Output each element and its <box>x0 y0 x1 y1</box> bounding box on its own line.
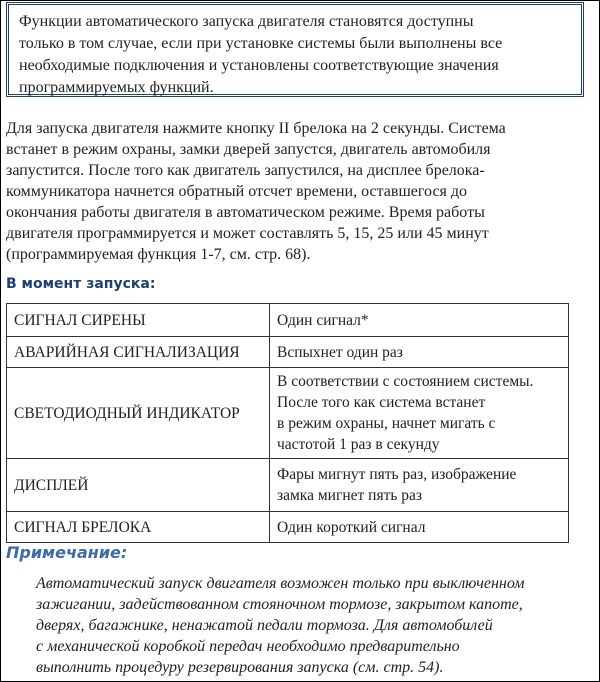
signal-description-cell <box>270 337 569 368</box>
signal-name-cell: ДИСПЛЕЙ <box>7 459 270 512</box>
description-line: замка мигнет пять раз <box>277 487 423 504</box>
signal-name-cell: СИГНАЛ СИРЕНЫ <box>7 304 270 337</box>
note-line: зажигании, задействованном стояночном тормозе, закрытом капоте, <box>36 596 523 613</box>
table-row <box>7 304 569 337</box>
intro-paragraph <box>6 118 594 265</box>
intro-line: окончания работы двигателя в автоматическом режиме. Время работы <box>6 204 485 221</box>
signal-name-cell: АВАРИЙНАЯ СИГНАЛИЗАЦИЯ <box>7 337 270 368</box>
description-line: После того как система встанет <box>277 394 486 411</box>
description-line: Один сигнал* <box>277 311 369 329</box>
table-row <box>7 512 569 543</box>
signal-description-cell <box>270 459 569 512</box>
intro-line: встанет в режим охраны, замки дверей запустся, двигатель автомобиля <box>6 141 491 158</box>
description-line: Один короткий сигнал <box>277 518 426 536</box>
note-line: выполнить процедуру резервирования запуска (см. стр. 54). <box>36 659 444 676</box>
description-line: в режим охраны, начнет мигать с <box>277 415 496 432</box>
signals-table <box>6 303 569 543</box>
notice-line: только в том случае, если при установке системы были выполнены все <box>19 35 503 52</box>
notice-line: необходимые подключения и установлены соответствующие значения <box>19 57 499 74</box>
intro-line: двигателя программируется и может составлять 5, 15, 25 или 45 минут <box>6 225 489 242</box>
description-line: частотой 1 раз в секунду <box>277 436 440 453</box>
note-text <box>36 573 581 678</box>
description-line: Фары мигнут пять раз, изображение <box>277 466 517 483</box>
table-row <box>7 459 569 512</box>
intro-line: (программируемая функция 1-7, см. стр. 68). <box>6 246 311 263</box>
signal-name-cell: СВЕТОДИОДНЫЙ ИНДИКАТОР <box>7 368 270 459</box>
note-line: Автоматический запуск двигателя возможен только при выключенном <box>36 575 525 592</box>
description-line: Вспыхнет один раз <box>277 343 403 361</box>
section-heading: В момент запуска: <box>6 276 156 292</box>
table-row <box>7 368 569 459</box>
note-heading: Примечание: <box>6 543 128 562</box>
notice-box <box>6 2 584 97</box>
notice-line: программируемых функций. <box>19 79 214 96</box>
intro-line: коммуникатора начнется обратный отсчет времени, оставшегося до <box>6 183 468 200</box>
note-line: дверях, багажнике, ненажатой педали тормоза. Для автомобилей <box>36 617 493 634</box>
table-row <box>7 337 569 368</box>
note-line: с механической коробкой передач необходимо предварительно <box>36 638 460 655</box>
signal-description-cell <box>270 368 569 459</box>
intro-line: Для запуска двигателя нажмите кнопку II брелока на 2 секунды. Система <box>6 120 506 137</box>
signal-name-cell: СИГНАЛ БРЕЛОКА <box>7 512 270 543</box>
signal-description-cell <box>270 304 569 337</box>
intro-line: запустится. После того как двигатель запустился, на дисплее брелока- <box>6 162 485 179</box>
signal-description-cell <box>270 512 569 543</box>
description-line: В соответствии с состоянием системы. <box>277 373 534 390</box>
notice-line: Функции автоматического запуска двигателя становятся доступны <box>19 13 474 30</box>
